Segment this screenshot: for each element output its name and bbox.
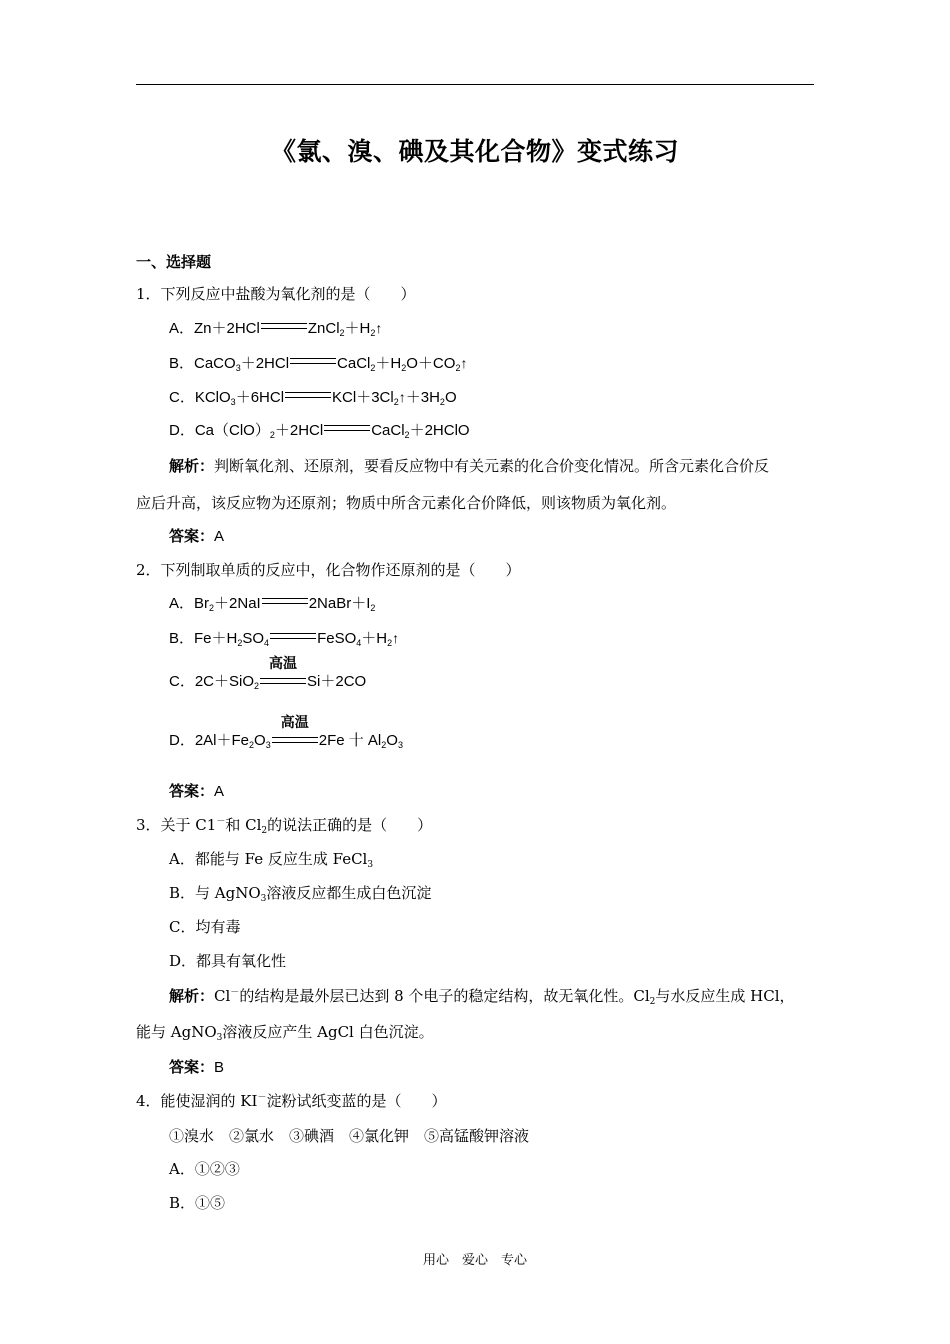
q4-option-b: B．①⑤: [169, 1194, 226, 1212]
q1-option-b: B．CaCO$_3$＋2HCl $CaCl_2+H_2O+CO_2↑$: [169, 355, 468, 373]
q3-answer: 答案：B: [169, 1058, 225, 1076]
q2-option-a: A．$Br_2+2NaI$ $2NaBr+I_2$: [169, 595, 376, 613]
q1-analysis-line-1: 解析：判断氧化剂、还原剂，要看反应物中有关元素的化合价变化情况。所含元素化合价反: [169, 457, 770, 475]
equals-sign: [261, 323, 307, 329]
equals-sign: [270, 633, 316, 639]
q4-option-a: A．①②③: [169, 1160, 240, 1178]
q3-option-b: B．与 AgNO$_3$溶液反应都生成白色沉淀: [169, 884, 432, 904]
section-heading: 一、选择题: [136, 253, 212, 271]
header-rule: [136, 84, 814, 85]
q4-items: ①溴水 ②氯水 ③碘酒 ④氯化钾 ⑤高锰酸钾溶液: [169, 1127, 530, 1145]
equals-sign: [285, 392, 331, 398]
q1-analysis-line-2: 应后升高，该反应物为还原剂；物质中所含元素化合价降低，则该物质为氧化剂。: [136, 494, 677, 512]
q2-stem: 2．下列制取单质的反应中，化合物作还原剂的是（ ）: [136, 561, 521, 579]
q1-option-c: C．KClO$_3$＋6HCl $KCl+3Cl_2↑+3H_2O$: [169, 389, 457, 407]
page-footer: 用心 爱心 专心: [422, 1253, 527, 1268]
q1-stem: 1．下列反应中盐酸为氧化剂的是（ ）: [136, 285, 416, 303]
q2-option-c: C．2C＋SiO$_2$ 高温 Si＋2CO: [169, 656, 367, 691]
q3-stem: 3．关于 C1－和 $Cl_2$的说法正确的是（ ）: [136, 816, 433, 836]
q3-analysis-line-1: 解析：Cl－的结构是最外层已达到 8 个电子的稳定结构，故无氧化性。$Cl_2$与水反应生成 HCl，: [169, 987, 795, 1007]
document-title: 《氯、溴、碘及其化合物》变式练习: [270, 137, 679, 166]
equals-sign: [290, 358, 336, 364]
q1-option-a: A．Zn＋2HCl $ZnCl_2+H_2↑$: [169, 320, 383, 338]
reaction-condition: 高温: [260, 672, 306, 686]
q3-option-c: C．均有毒: [169, 918, 241, 936]
q2-option-d: D．$2Al+Fe_2O_3$ 高温 2Fe 十 $Al_2O_3$: [169, 715, 403, 750]
q4-stem: 4．能使湿润的 KI－淀粉试纸变蓝的是（ ）: [136, 1092, 447, 1110]
q1-answer: 答案：A: [169, 527, 225, 545]
q3-analysis-line-2: 能与 AgNO$_3$溶液反应产生 AgCl 白色沉淀。: [136, 1023, 434, 1043]
q3-option-d: D．都具有氧化性: [169, 952, 287, 970]
equals-sign: [324, 425, 370, 431]
q1-option-d: D．$Ca(ClO)_2+2HCl$ CaCl$_2$＋2HClO: [169, 422, 470, 440]
equals-sign: [262, 598, 308, 604]
q2-option-b: B．$Fe+H_2SO_4$ $FeSO_4+H_2↑$: [169, 630, 400, 648]
reaction-condition: 高温: [272, 731, 318, 745]
q3-option-a: A．都能与 Fe 反应生成 FeCl$_3$: [169, 850, 374, 870]
q2-answer: 答案：A: [169, 782, 225, 800]
